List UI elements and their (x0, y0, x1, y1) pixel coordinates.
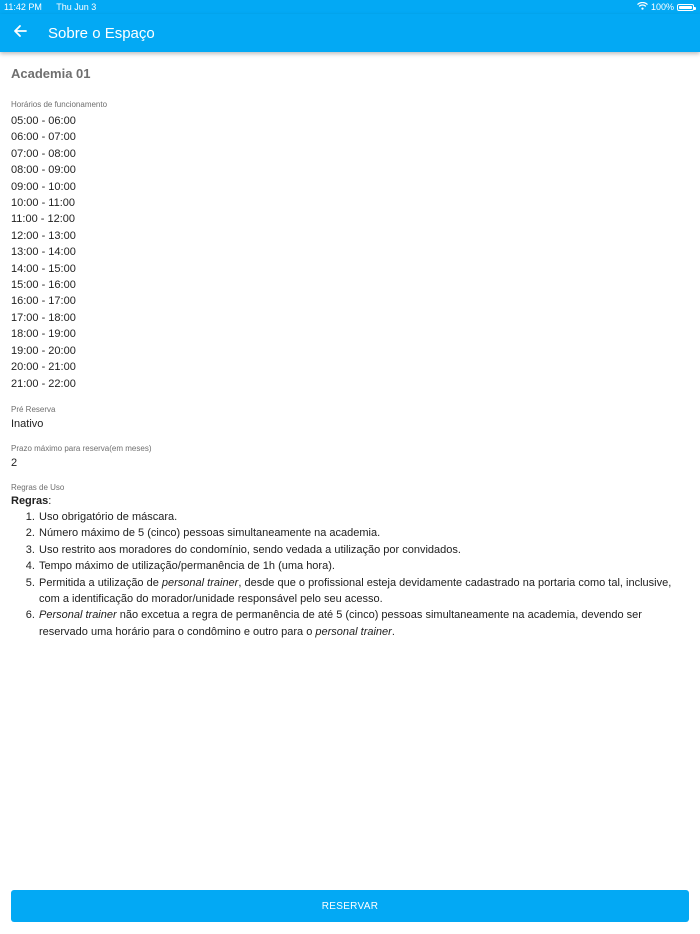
battery-icon (677, 4, 694, 11)
hour-item: 20:00 - 21:00 (11, 361, 76, 374)
rule-item: 5. Permitida a utilização de personal trainer, desde que o profissional esteja devidamente cadastrado na portaria como tal, inclusive, com a identificação do morador/unidade responsável pelo seu acesso. (38, 575, 678, 608)
back-button[interactable] (0, 14, 40, 52)
hour-item: 17:00 - 18:00 (11, 311, 76, 324)
status-bar (0, 0, 700, 14)
hour-item: 11:00 - 12:00 (11, 213, 76, 226)
max-period-label: Prazo máximo para reserva(em meses) (11, 443, 152, 453)
hours-label: Horários de funcionamento (11, 100, 108, 109)
app-bar (0, 14, 700, 52)
hour-item: 06:00 - 07:00 (11, 131, 76, 144)
space-details (11, 52, 691, 640)
rules-label: Regras de Uso (11, 482, 65, 492)
hour-item: 05:00 - 06:00 (11, 115, 76, 127)
hour-item: 08:00 - 09:00 (11, 164, 76, 177)
hour-item: 12:00 - 13:00 (11, 229, 76, 242)
rule-item: 3. Uso restrito aos moradores do condomínio, sendo vedada a utilização por convidados. (38, 542, 678, 558)
pre-reserve-value: Inativo (11, 417, 44, 430)
rules-heading: Regras: (11, 494, 52, 507)
hour-item: 15:00 - 16:00 (11, 279, 76, 292)
space-name: Academia 01 (11, 66, 91, 81)
max-period-value: 2 (11, 456, 18, 469)
wifi-icon (637, 2, 648, 12)
hour-item: 13:00 - 14:00 (11, 246, 76, 259)
hour-item: 10:00 - 11:00 (11, 197, 76, 210)
hour-item: 18:00 - 19:00 (11, 328, 76, 341)
hour-item: 09:00 - 10:00 (11, 180, 76, 193)
rule-item: 6. Personal trainer não excetua a regra de permanência de até 5 (cinco) pessoas simultaneamente na academia, devendo ser reservado uma horário para o condômino e outro para o personal trainer. (38, 607, 678, 640)
rules-list (11, 509, 678, 640)
hour-item: 19:00 - 20:00 (11, 344, 76, 357)
hour-item: 16:00 - 17:00 (11, 295, 76, 308)
rule-item: 1. Uso obrigatório de máscara. (38, 509, 678, 525)
pre-reserve-label: Pré Reserva (11, 404, 56, 414)
reserve-button[interactable]: RESERVAR (11, 890, 689, 922)
rule-item: 2. Número máximo de 5 (cinco) pessoas simultaneamente na academia. (38, 525, 678, 541)
arrow-left-icon (13, 24, 27, 43)
rule-item: 4. Tempo máximo de utilização/permanência de 1h (uma hora). (38, 558, 678, 574)
hour-item: 21:00 - 22:00 (11, 377, 76, 390)
hours-list (11, 113, 691, 392)
hour-item: 07:00 - 08:00 (11, 147, 76, 160)
page-title: Sobre o Espaço (48, 24, 155, 42)
battery-percent: 100% (650, 2, 674, 12)
status-time: 11:42 PM (4, 2, 42, 12)
status-date: Thu Jun 3 (56, 2, 97, 12)
hour-item: 14:00 - 15:00 (11, 262, 76, 275)
